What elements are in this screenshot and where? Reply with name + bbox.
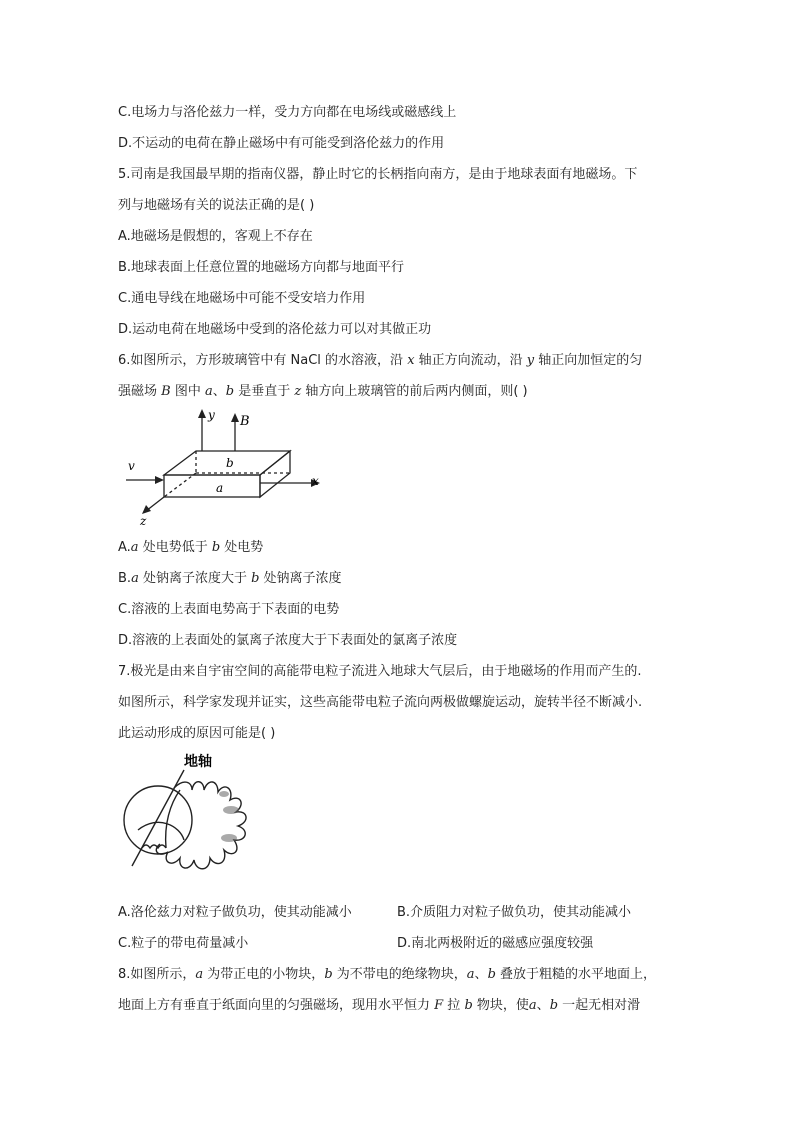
q6-option-d: D.溶液的上表面处的氯离子浓度大于下表面处的氯离子浓度 xyxy=(118,633,458,648)
q7-aurora-figure xyxy=(118,748,278,898)
q5-option-c: C.通电导线在地磁场中可能不受安培力作用 xyxy=(118,291,366,306)
q7-option-b: B.介质阻力对粒子做负功，使其动能减小 xyxy=(397,905,632,920)
latitude-curve xyxy=(138,822,184,840)
earth-circle xyxy=(124,786,192,854)
q6-option-a: A.a 处电势低于 b 处电势 xyxy=(118,540,264,555)
q7-stem-line2: 如图所示，科学家发现并证实，这些高能带电粒子流向两极做螺旋运动，旋转半径不断减小. xyxy=(118,695,643,710)
q7-stem-line1: 7.极光是由来自宇宙空间的高能带电粒子流进入地球大气层后，由于地磁场的作用而产生的. xyxy=(118,664,642,679)
flux-shade-1 xyxy=(223,806,239,814)
q7-option-c: C.粒子的带电荷量减小 xyxy=(118,936,249,951)
flux-shade-3 xyxy=(219,791,229,797)
q5-stem-line2: 列与地磁场有关的说法正确的是( ) xyxy=(118,198,315,213)
pole-spiral xyxy=(142,845,166,848)
q6-tube-figure xyxy=(118,405,338,530)
tube-right-face xyxy=(260,451,290,497)
fig-label-z: z xyxy=(140,514,147,528)
q5-stem-line1: 5.司南是我国最早期的指南仪器，静止时它的长柄指向南方，是由于地球表面有地磁场。下 xyxy=(118,167,638,182)
tube-front-face xyxy=(164,475,260,497)
q6-stem-line1: 6.如图所示，方形玻璃管中有 NaCl 的水溶液，沿 x 轴正方向流动，沿 y 轴正向加恒定的匀 xyxy=(118,353,643,368)
earth-axis-label: 地轴 xyxy=(184,754,212,770)
q8-stem-line1: 8.如图所示，a 为带正电的小物块，b 为不带电的绝缘物块，a、b 叠放于粗糙的水平地面上， xyxy=(118,967,657,982)
fig-label-y: y xyxy=(208,408,215,422)
fig-label-b: b xyxy=(226,456,234,470)
flux-shade-2 xyxy=(221,834,237,842)
q7-stem-line3: 此运动形成的原因可能是( ) xyxy=(118,726,276,741)
q7-option-a: A.洛伦兹力对粒子做负功，使其动能减小 xyxy=(118,905,352,920)
q5-option-b: B.地球表面上任意位置的地磁场方向都与地面平行 xyxy=(118,260,405,275)
q6-stem-line2: 强磁场 B 图中 a、b 是垂直于 z 轴方向上玻璃管的前后两内侧面，则( ) xyxy=(118,384,528,399)
q6-option-c: C.溶液的上表面电势高于下表面的电势 xyxy=(118,602,340,617)
q8-stem-line2: 地面上方有垂直于纸面向里的匀强磁场，现用水平恒力 F 拉 b 物块，使a、b 一起无相对滑 xyxy=(118,998,641,1013)
q6-option-b: B.a 处钠离子浓度大于 b 处钠离子浓度 xyxy=(118,571,342,586)
fig-label-B: B xyxy=(240,414,250,429)
q4-option-d: D.不运动的电荷在静止磁场中有可能受到洛伦兹力的作用 xyxy=(118,136,445,151)
fig-label-v: v xyxy=(128,459,135,473)
q5-option-a: A.地磁场是假想的，客观上不存在 xyxy=(118,229,313,244)
fig-label-x: x xyxy=(312,474,319,488)
q4-option-c: C.电场力与洛伦兹力一样，受力方向都在电场线或磁感线上 xyxy=(118,105,457,120)
q5-option-d: D.运动电荷在地磁场中受到的洛伦兹力可以对其做正功 xyxy=(118,322,432,337)
fig-label-a: a xyxy=(216,481,224,495)
q7-option-d: D.南北两极附近的磁感应强度较强 xyxy=(397,936,594,951)
earth-axis-line xyxy=(132,770,184,866)
